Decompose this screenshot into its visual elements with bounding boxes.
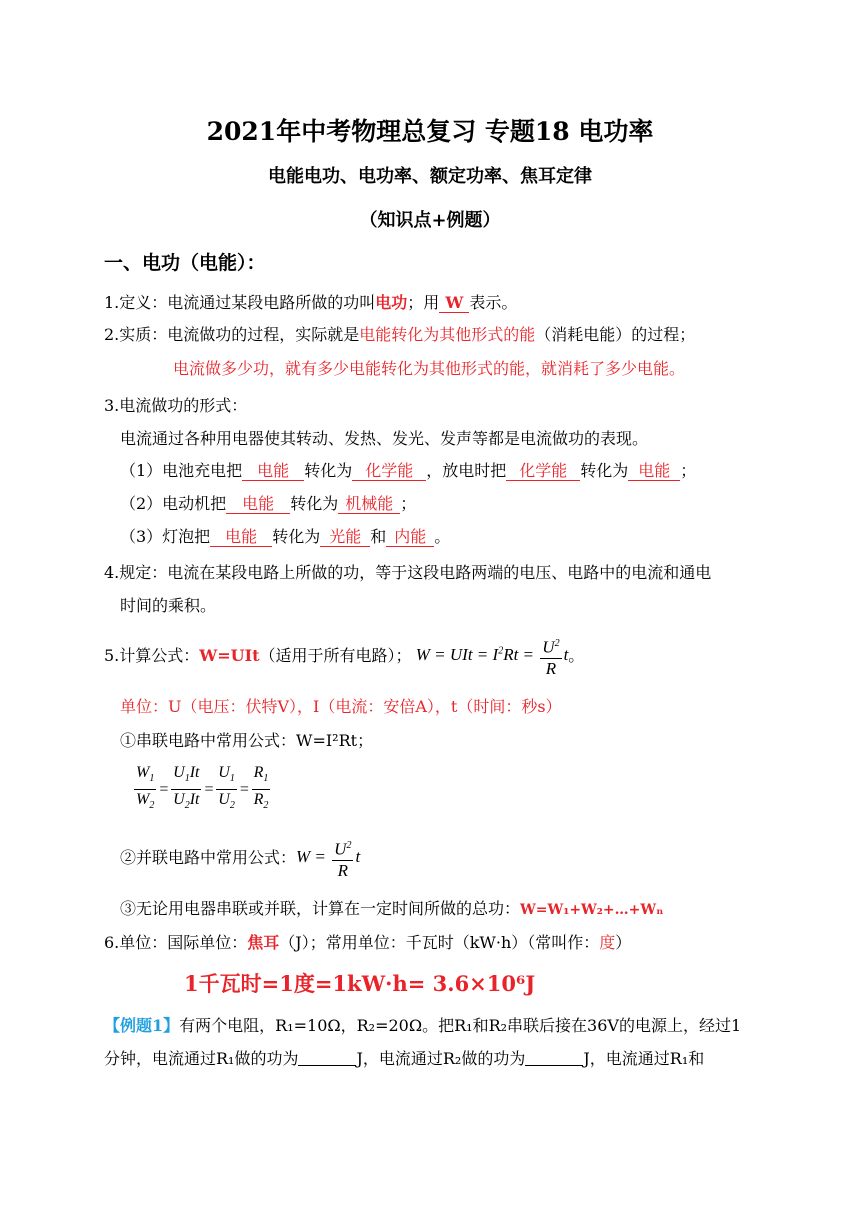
motor-line: （2）电动机把 电能 转化为 机械能 ； — [120, 494, 417, 513]
rule-line-2: 时间的乘积。 — [120, 596, 217, 615]
forms-desc: 电流通过各种用电器使其转动、发热、发光、发声等都是电流做功的表现。 — [120, 429, 649, 448]
answer-blank-1[interactable] — [298, 1049, 356, 1066]
example-line-2: 分钟，电流通过R₁做的功为 J，电流通过R₂做的功为 J，电流通过R₁和 — [104, 1049, 705, 1068]
series-ratio-formula: $\frac{W_1}{W_2}$ = $\frac{U_1It}{U_2It}$ = $\frac{U_1}{U_2}$ = $\frac{R_1}{R_2}$ — [136, 764, 269, 812]
example-line-1: 【例题1】有两个电阻，R₁=10Ω，R₂=20Ω。把R₁和R₂串联后接在36V的电源上，经过1 — [104, 1016, 742, 1035]
answer-blank-2[interactable] — [525, 1049, 583, 1066]
definition-line: 1.定义：电流通过某段电路所做的功叫电功；用 W 表示。 — [104, 293, 518, 312]
total-work-line: ③无论用电器串联或并联，计算在一定时间所做的总功：W=W₁+W₂+…+Wₙ — [120, 899, 664, 918]
unit-conversion: 1千瓦时=1度=1kW·h= 3.6×10⁶J — [184, 971, 536, 996]
essence-note: 电流做多少功，就有多少电能转化为其他形式的能，就消耗了多少电能。 — [173, 359, 686, 378]
battery-line: （1）电池充电把 电能 转化为 化学能 ，放电时把 化学能 转化为 电能 ； — [120, 461, 697, 480]
forms-heading: 3.电流做功的形式： — [104, 396, 248, 415]
page-title: 2021年中考物理总复习 专题18 电功率 — [206, 117, 654, 146]
rule-line-1: 4.规定：电流在某段电路上所做的功，等于这段电路两端的电压、电路中的电流和通电 — [104, 563, 712, 582]
parallel-formula: ②并联电路中常用公式： W = $\frac{U^2}{R}$ t — [120, 836, 360, 881]
example-tag: 【例题1】 — [104, 1016, 180, 1035]
work-formula: W = UIt = $I^2Rt$ = $\frac{U^2}{R}$ t — [412, 634, 569, 679]
section-heading: 一、电功（电能）： — [104, 252, 266, 274]
unit-note: 单位：U（电压：伏特V），I（电流：安倍A），t（时间：秒s） — [120, 697, 562, 716]
formula-line: 5.计算公式： W=UIt （适用于所有电路）； W = UIt = $I^2Rt$ = $\frac{U^2}{R}$ t 。 — [104, 634, 584, 679]
page-subtitle: 电能电功、电功率、额定功率、焦耳定律 — [268, 166, 592, 187]
series-formula: ①串联电路中常用公式：W=I²Rt； — [120, 731, 374, 750]
lamp-line: （3）灯泡把 电能 转化为 光能 和 内能 。 — [120, 527, 451, 546]
page-subtitle-2: （知识点+例题） — [359, 210, 501, 231]
unit-line: 6.单位：国际单位：焦耳（J）；常用单位：千瓦时（kW·h）（常叫作：度） — [104, 933, 632, 952]
essence-line: 2.实质：电流做功的过程，实际就是电能转化为其他形式的能（消耗电能）的过程； — [104, 325, 696, 344]
